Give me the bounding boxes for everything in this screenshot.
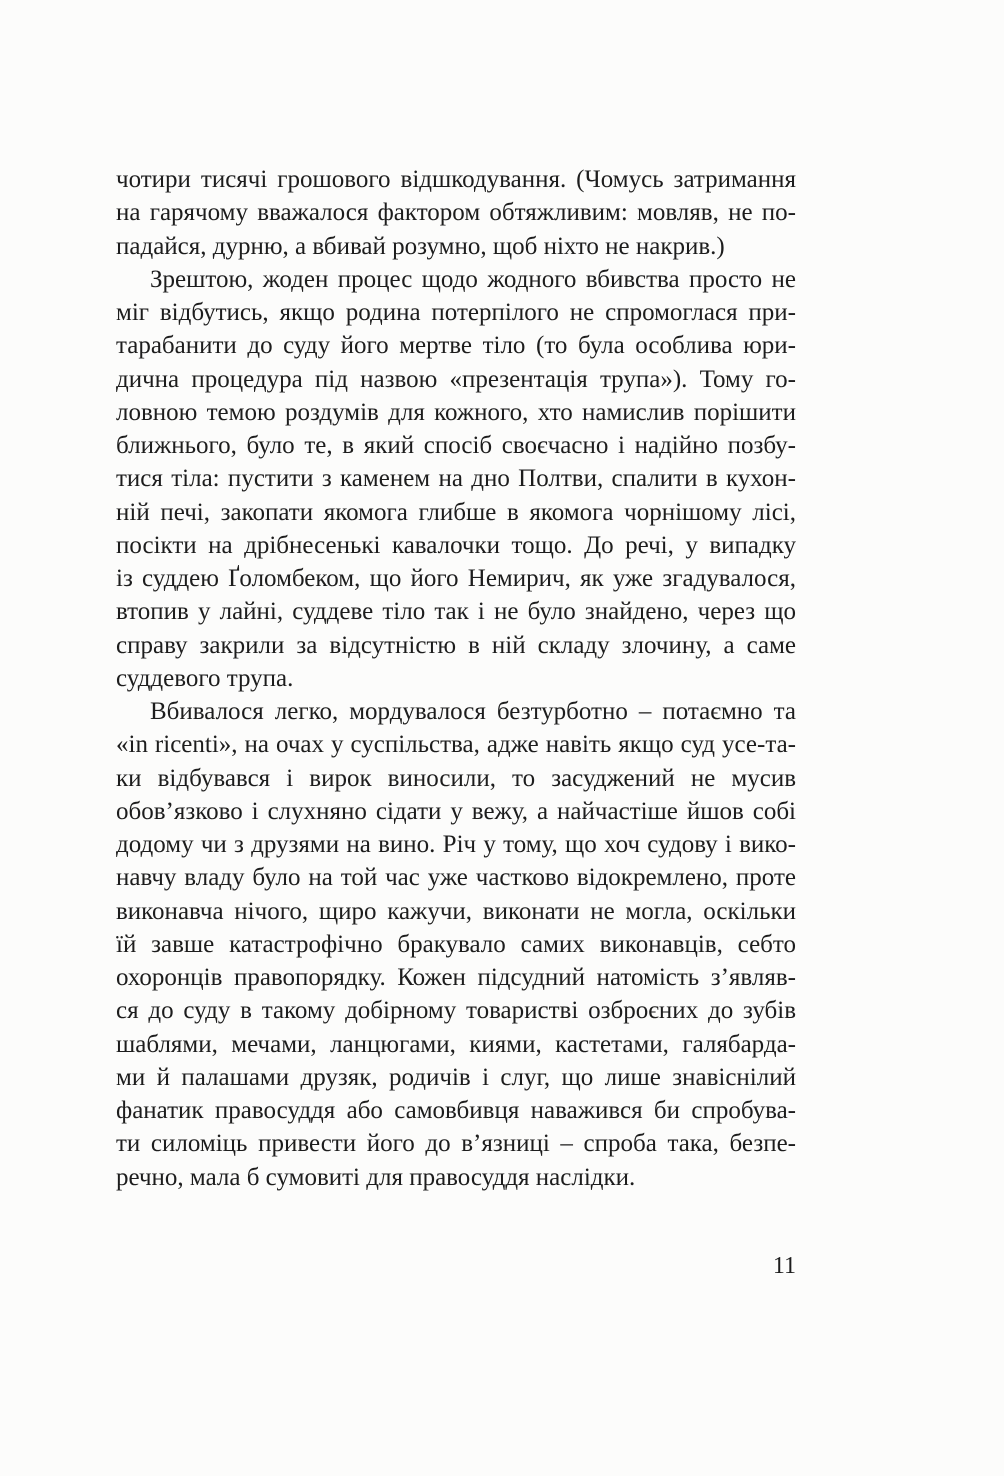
text-line: чотири тисячі грошового відшкодування. (Чомусь затримання: [116, 166, 796, 193]
text-line: із суддею Ґоломбеком, що його Немирич, як уже згадувалося,: [116, 565, 796, 592]
text-line: їй завше катастрофічно бракувало самих виконавців, себто: [116, 930, 796, 958]
text-line: тарабанити до суду його мертве тіло (то була особлива юри-: [116, 332, 796, 360]
paragraph: [116, 163, 796, 263]
text-line: втопив у лайні, суддеве тіло так і не було знайдено, через що: [116, 598, 796, 626]
text-line: охоронців правопорядку. Кожен підсудний натомість з’являв-: [116, 964, 796, 991]
text-line: додому чи з друзями на вино. Річ у тому, що хоч судову і вико-: [116, 831, 796, 858]
text-line: падайся, дурню, а вбивай розумно, щоб ніхто не накрив.): [116, 232, 725, 260]
book-page-text: [116, 163, 796, 1194]
text-line: ся до суду в такому добірному товаристві озброєних до зубів: [116, 997, 796, 1025]
text-line: ки відбувався і вирок виносили, то засуджений не мусив: [116, 764, 796, 792]
text-line: справу закрили за відсутністю в ній складу злочину, а саме: [116, 631, 796, 659]
text-line: суддевого трупа.: [116, 664, 294, 692]
text-line: ловною темою роздумів для кожного, хто намислив порішити: [116, 398, 796, 426]
page-number: 11: [772, 1253, 796, 1279]
text-line: речно, мала б сумовиті для правосуддя наслідки.: [116, 1163, 636, 1191]
text-line: навчу владу було на той час уже частково відокремлено, проте: [116, 864, 796, 892]
text-line: ній печі, закопати якомога глибше в якомога чорнішому лісі,: [116, 498, 796, 526]
text-line: фанатик правосуддя або самовбивця наважився би спробува-: [116, 1097, 796, 1124]
text-line: дична процедура під назвою «презентація трупа»). Тому го-: [116, 365, 796, 393]
paragraph: [116, 695, 796, 1194]
text-line: Вбивалося легко, мордувалося безтурботно – потаємно та: [150, 698, 796, 725]
text-line: ближнього, було те, в який спосіб своєчасно і надійно позбу-: [116, 432, 796, 459]
text-line: Зрештою, жоден процес щодо жодного вбивства просто не: [150, 265, 796, 293]
text-line: шаблями, мечами, ланцюгами, киями, кастетами, галябарда-: [116, 1030, 796, 1058]
text-line: ти силоміць привести його до в’язниці – спроба така, безпе-: [116, 1130, 796, 1158]
paragraph: [116, 263, 796, 695]
text-line: «in ricenti», на очах у суспільства, адже навіть якщо суд усе-та-: [116, 731, 796, 759]
text-line: виконавча нічого, щиро кажучи, виконати не могла, оскільки: [116, 897, 796, 925]
text-line: міг відбутись, якщо родина потерпілого не спромоглася при-: [116, 299, 796, 326]
text-line: ми й палашами друзяк, родичів і слуг, що лише знавіснілий: [116, 1063, 796, 1091]
text-line: посікти на дрібнесенькі кавалочки тощо. До речі, у випадку: [116, 531, 796, 559]
text-line: на гарячому вважалося фактором обтяжливим: мовляв, не по-: [116, 199, 796, 227]
text-line: обов’язково і слухняно сідати у вежу, а найчастіше йшов собі: [116, 797, 796, 825]
text-line: тися тіла: пустити з каменем на дно Полтви, спалити в кухон-: [116, 465, 796, 493]
